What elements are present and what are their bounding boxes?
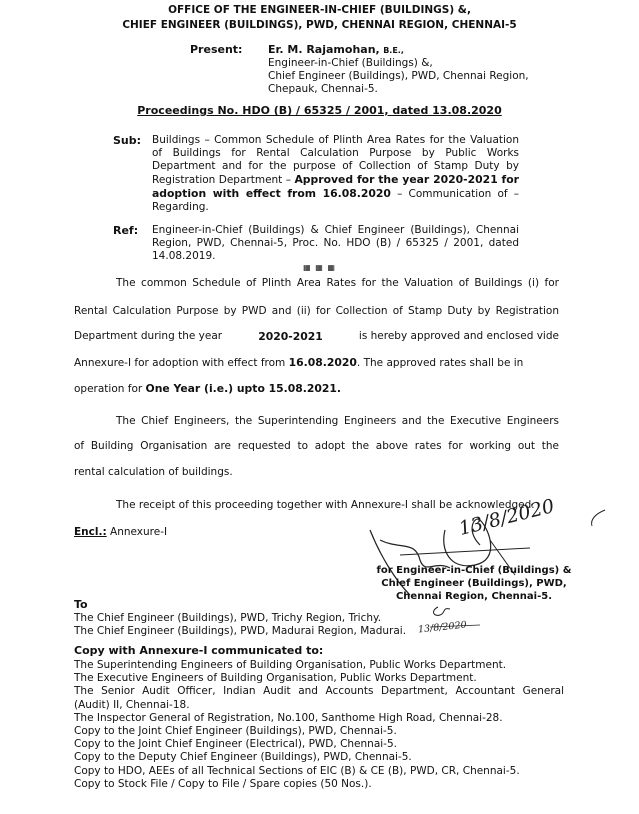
copy-line-1: The Superintending Engineers of Building Organisation, Public Works Department. [74, 659, 507, 671]
to-line-1: The Chief Engineer (Buildings), PWD, Trichy Region, Trichy. [74, 612, 382, 624]
sub-text [152, 134, 519, 214]
ref-text: Engineer-in-Chief (Buildings) & Chief Engineer (Buildings), Chennai Region, PWD, Chennai-5, Proc. No. HDO (B) / 65325 / 2001, dated 14.08.2019. [152, 224, 519, 262]
signature-line-2: Chief Engineer (Buildings), PWD, [381, 578, 567, 589]
para1-date: 16.08.2020 [288, 356, 357, 369]
para1-line4-c: . The approved rates shall be in [356, 357, 524, 369]
signature-date: 13/8/2020 [456, 495, 557, 540]
present-name: Er. M. Rajamohan, [268, 43, 380, 56]
initials-date: 13/8/2020 [417, 619, 468, 636]
para1-line3-a: Department during the year [74, 330, 223, 342]
copy-line-4: (Audit) II, Chennai-18. [74, 698, 190, 711]
section-separator: ▦ ▦ ▦ [303, 263, 336, 272]
copy-line-3: The Senior Audit Officer, Indian Audit and Accounts Department, Accountant General [74, 685, 564, 698]
para1-line3 [74, 330, 559, 343]
copy-line-6: Copy to the Joint Chief Engineer (Buildings), PWD, Chennai-5. [74, 725, 397, 738]
ref-label: Ref: [113, 224, 139, 237]
sub-label: Sub: [113, 134, 142, 147]
to-label: To [74, 598, 88, 611]
para1-line5-a: operation for [74, 383, 143, 395]
office-header-line2: CHIEF ENGINEER (BUILDINGS), PWD, CHENNAI REGION, CHENNAI-5 [122, 19, 517, 31]
signature-line-1: for Engineer-in-Chief (Buildings) & [376, 565, 572, 576]
signature-block [356, 564, 592, 603]
para2-line1: The Chief Engineers, the Superintending Engineers and the Executive Engineers [116, 415, 559, 427]
to-line-2: The Chief Engineer (Buildings), PWD, Madurai Region, Madurai. [74, 625, 407, 637]
present-degree: B.E., [383, 46, 404, 55]
para3: The receipt of this proceeding together with Annexure-I shall be acknowledged. [116, 499, 535, 511]
encl-label: Encl.: [74, 526, 107, 538]
copy-list [74, 659, 564, 791]
para1-line1: The common Schedule of Plinth Area Rates for the Valuation of Buildings (i) for [116, 277, 559, 289]
present-line-3: Chepauk, Chennai-5. [268, 83, 378, 95]
present-label: Present: [190, 43, 243, 56]
para1-line4-a: Annexure-I for adoption with effect from [74, 357, 286, 369]
para2-line2: of Building Organisation are requested to adopt the above rates for working out the [74, 440, 559, 452]
copy-line-2: The Executive Engineers of Building Organisation, Public Works Department. [74, 672, 477, 685]
para1-line5 [74, 382, 341, 396]
present-block [268, 43, 529, 96]
copy-line-10: Copy to Stock File / Copy to File / Spare copies (50 Nos.). [74, 777, 372, 790]
copy-line-9: Copy to HDO, AEEs of all Technical Sections of EIC (B) & CE (B), PWD, CR, Chennai-5. [74, 764, 520, 777]
encl-text: Annexure-I [110, 526, 168, 538]
copy-heading: Copy with Annexure-I communicated to: [74, 644, 324, 657]
present-line-1: Engineer-in-Chief (Buildings) &, [268, 57, 433, 69]
present-name-line [268, 43, 529, 57]
present-line-2: Chief Engineer (Buildings), PWD, Chennai Region, [268, 70, 529, 82]
sub-text-bold: Approved for the year 2020-2021 for adoption with effect from 16.08.2020 [152, 173, 520, 200]
office-header-line1: OFFICE OF THE ENGINEER-IN-CHIEF (BUILDINGS) &, [168, 4, 471, 16]
para1-line4 [74, 356, 559, 370]
enclosure [74, 526, 167, 539]
proceedings-title: Proceedings No. HDO (B) / 65325 / 2001, dated 13.08.2020 [137, 104, 502, 117]
copy-line-8: Copy to the Deputy Chief Engineer (Buildings), PWD, Chennai-5. [74, 751, 412, 764]
copy-line-7: Copy to the Joint Chief Engineer (Electrical), PWD, Chennai-5. [74, 738, 397, 751]
to-list [74, 612, 406, 638]
para1-duration: One Year (i.e.) upto 15.08.2021. [145, 382, 342, 395]
para1-line3-c: is hereby approved and enclosed vide [358, 330, 559, 342]
para2-line3: rental calculation of buildings. [74, 466, 233, 478]
para1-line2: Rental Calculation Purpose by PWD and (ii) for Collection of Stamp Duty by Registration [74, 305, 559, 317]
para1-year: 2020-2021 [258, 330, 323, 343]
copy-line-5: The Inspector General of Registration, No.100, Santhome High Road, Chennai-28. [74, 711, 503, 724]
sub-text-part1: Buildings – Common Schedule of Plinth Area Rates for the Valuation of Buildings for Rental Calculation Purpose by Public Works Department and for the purpose of Collection of Stamp Duty by Registration Department – [152, 134, 519, 186]
sub-text-part2: – Communication of – Regarding. [152, 188, 519, 213]
signature-line-3: Chennai Region, Chennai-5. [395, 591, 553, 602]
